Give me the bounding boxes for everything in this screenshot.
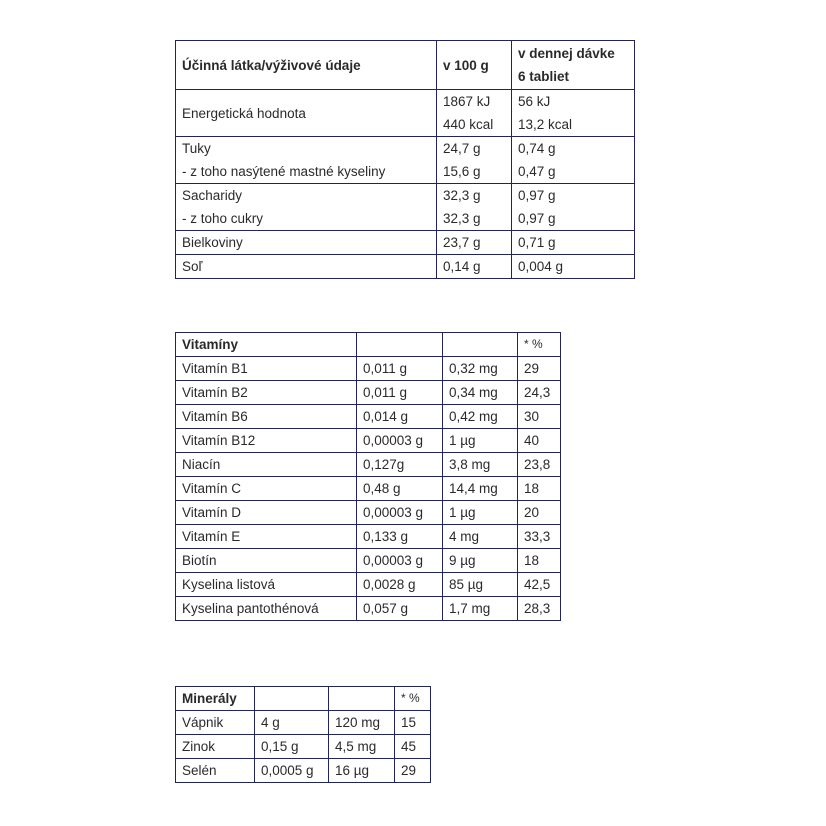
vitamins-body	[176, 357, 561, 621]
nutrition-daily: 0,71 g	[512, 231, 635, 255]
vitamin-percent: 24,3	[518, 381, 561, 405]
vitamin-daily-amount: 1 µg	[443, 501, 518, 525]
mineral-label: Selén	[176, 759, 255, 783]
vitamin-label: Vitamín B1	[176, 357, 357, 381]
nutrition-row-energy	[176, 90, 635, 137]
value-line: 0,97 g	[518, 211, 556, 226]
nutrition-daily	[512, 184, 635, 231]
vitamin-amount: 0,057 g	[357, 597, 443, 621]
vitamin-row	[176, 597, 561, 621]
vitamin-row	[176, 381, 561, 405]
minerals-header-row	[176, 687, 431, 711]
nutrition-label: Soľ	[176, 255, 437, 279]
nutrition-per100	[437, 90, 512, 137]
vitamin-percent: 40	[518, 429, 561, 453]
vitamin-label: Vitamín B6	[176, 405, 357, 429]
empty-cell	[255, 687, 329, 711]
mineral-percent: 45	[395, 735, 431, 759]
vitamin-row	[176, 453, 561, 477]
vitamin-daily-amount: 1 µg	[443, 429, 518, 453]
vitamin-amount: 0,48 g	[357, 477, 443, 501]
value-line: 1867 kJ	[443, 94, 491, 109]
vitamin-amount: 0,0028 g	[357, 573, 443, 597]
nutrition-header-daily-line1: v dennej dávke	[518, 46, 615, 61]
label-line: - z toho nasýtené mastné kyseliny	[182, 164, 386, 179]
mineral-amount: 0,15 g	[255, 735, 329, 759]
minerals-body	[176, 711, 431, 783]
vitamin-row	[176, 549, 561, 573]
vitamin-label: Kyselina listová	[176, 573, 357, 597]
vitamin-daily-amount: 1,7 mg	[443, 597, 518, 621]
vitamin-daily-amount: 0,34 mg	[443, 381, 518, 405]
mineral-daily-amount: 120 mg	[329, 711, 395, 735]
minerals-title: Minerály	[176, 687, 255, 711]
vitamin-row	[176, 501, 561, 525]
value-line: 0,74 g	[518, 141, 556, 156]
nutrition-per100: 0,14 g	[437, 255, 512, 279]
value-line: 0,97 g	[518, 188, 556, 203]
vitamin-percent: 33,3	[518, 525, 561, 549]
vitamin-row	[176, 525, 561, 549]
nutrition-header-daily	[512, 41, 635, 90]
vitamin-daily-amount: 0,42 mg	[443, 405, 518, 429]
nutrition-table	[175, 40, 635, 279]
nutrition-daily	[512, 90, 635, 137]
vitamin-amount: 0,127g	[357, 453, 443, 477]
vitamin-amount: 0,00003 g	[357, 501, 443, 525]
vitamin-amount: 0,014 g	[357, 405, 443, 429]
mineral-daily-amount: 16 µg	[329, 759, 395, 783]
vitamins-header-row	[176, 333, 561, 357]
nutrition-header-daily-line2: 6 tabliet	[518, 69, 570, 84]
vitamin-amount: 0,011 g	[357, 357, 443, 381]
vitamin-label: Biotín	[176, 549, 357, 573]
vitamin-percent: 42,5	[518, 573, 561, 597]
vitamin-label: Vitamín B2	[176, 381, 357, 405]
vitamins-table	[175, 332, 561, 621]
vitamin-amount: 0,00003 g	[357, 429, 443, 453]
vitamin-daily-amount: 9 µg	[443, 549, 518, 573]
minerals-pct-header: * %	[395, 687, 431, 711]
vitamin-daily-amount: 85 µg	[443, 573, 518, 597]
vitamin-percent: 20	[518, 501, 561, 525]
label-line: Energetická hodnota	[182, 105, 306, 121]
vitamin-daily-amount: 4 mg	[443, 525, 518, 549]
nutrition-per100	[437, 184, 512, 231]
mineral-percent: 15	[395, 711, 431, 735]
mineral-amount: 4 g	[255, 711, 329, 735]
vitamin-label: Vitamín D	[176, 501, 357, 525]
nutrition-header-per100: v 100 g	[437, 41, 512, 90]
nutrition-label	[176, 90, 437, 137]
vitamin-amount: 0,011 g	[357, 381, 443, 405]
vitamin-percent: 28,3	[518, 597, 561, 621]
nutrition-label: Bielkoviny	[176, 231, 437, 255]
nutrition-row-fats	[176, 137, 635, 184]
label-line: Sacharidy	[182, 188, 243, 203]
nutrition-row-carbs	[176, 184, 635, 231]
nutrition-label	[176, 184, 437, 231]
nutrition-per100: 23,7 g	[437, 231, 512, 255]
vitamin-row	[176, 429, 561, 453]
value-line: 0,47 g	[518, 164, 556, 179]
vitamin-label: Kyselina pantothénová	[176, 597, 357, 621]
nutrition-daily	[512, 137, 635, 184]
empty-cell	[357, 333, 443, 357]
vitamin-row	[176, 573, 561, 597]
mineral-row	[176, 735, 431, 759]
vitamin-percent: 30	[518, 405, 561, 429]
label-line: - z toho cukry	[182, 211, 264, 226]
label-line: Tuky	[182, 141, 211, 156]
vitamin-amount: 0,133 g	[357, 525, 443, 549]
vitamin-percent: 23,8	[518, 453, 561, 477]
vitamin-row	[176, 477, 561, 501]
empty-cell	[329, 687, 395, 711]
value-line: 32,3 g	[443, 188, 481, 203]
vitamin-row	[176, 405, 561, 429]
minerals-table	[175, 686, 431, 783]
nutrition-header-substance: Účinná látka/výživové údaje	[176, 41, 437, 90]
nutrition-per100	[437, 137, 512, 184]
vitamin-label: Vitamín E	[176, 525, 357, 549]
value-line: 32,3 g	[443, 211, 481, 226]
value-line: 24,7 g	[443, 141, 481, 156]
vitamins-pct-header: * %	[518, 333, 561, 357]
vitamin-row	[176, 357, 561, 381]
empty-cell	[443, 333, 518, 357]
value-line: 56 kJ	[518, 94, 551, 109]
mineral-label: Vápnik	[176, 711, 255, 735]
nutrition-daily: 0,004 g	[512, 255, 635, 279]
vitamin-daily-amount: 3,8 mg	[443, 453, 518, 477]
value-line: 440 kcal	[443, 117, 494, 132]
vitamin-percent: 29	[518, 357, 561, 381]
mineral-row	[176, 759, 431, 783]
nutrition-label	[176, 137, 437, 184]
nutrition-header-row	[176, 41, 635, 90]
mineral-row	[176, 711, 431, 735]
mineral-daily-amount: 4,5 mg	[329, 735, 395, 759]
vitamins-title: Vitamíny	[176, 333, 357, 357]
value-line: 13,2 kcal	[518, 117, 573, 132]
nutrition-row-protein	[176, 231, 635, 255]
vitamin-label: Niacín	[176, 453, 357, 477]
mineral-percent: 29	[395, 759, 431, 783]
vitamin-daily-amount: 14,4 mg	[443, 477, 518, 501]
mineral-label: Zinok	[176, 735, 255, 759]
mineral-amount: 0,0005 g	[255, 759, 329, 783]
vitamin-daily-amount: 0,32 mg	[443, 357, 518, 381]
vitamin-percent: 18	[518, 549, 561, 573]
vitamin-label: Vitamín C	[176, 477, 357, 501]
vitamin-percent: 18	[518, 477, 561, 501]
vitamin-label: Vitamín B12	[176, 429, 357, 453]
nutrition-row-salt	[176, 255, 635, 279]
value-line: 15,6 g	[443, 164, 481, 179]
vitamin-amount: 0,00003 g	[357, 549, 443, 573]
